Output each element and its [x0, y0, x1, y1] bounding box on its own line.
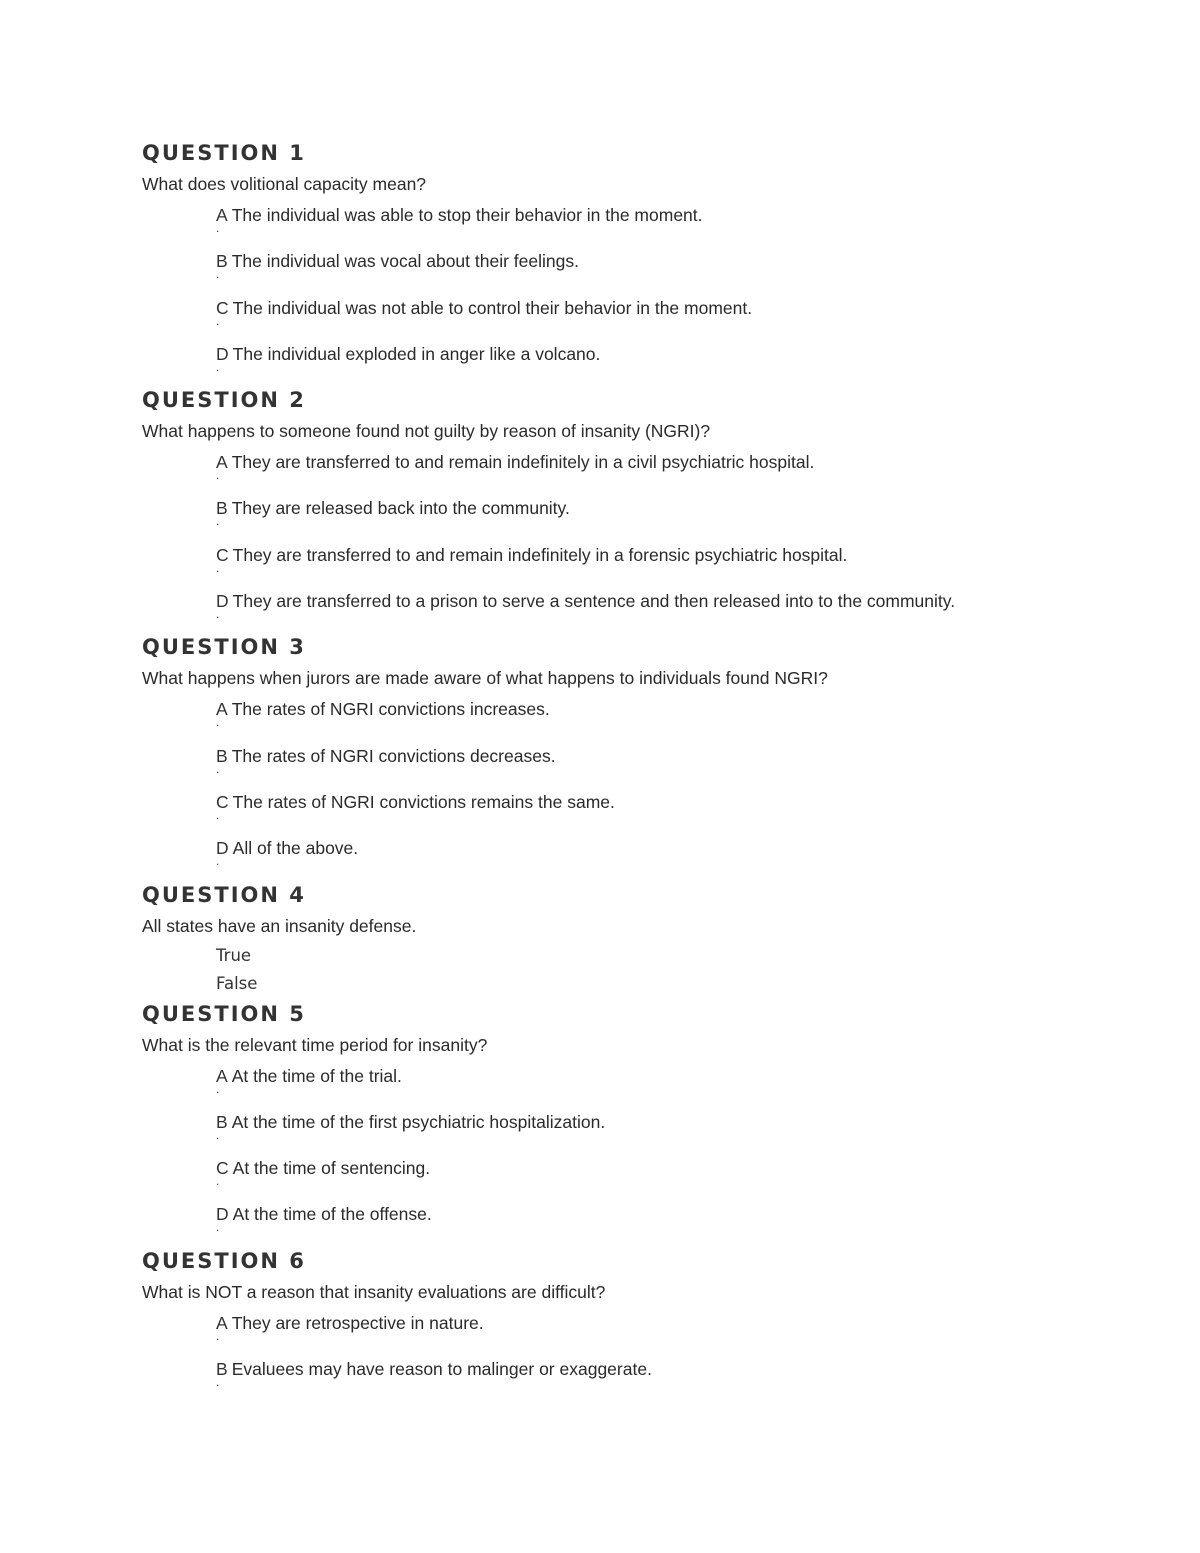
answer-option-false[interactable]: False	[216, 974, 258, 994]
answer-option-a[interactable]	[142, 1308, 1142, 1354]
option-dot: .	[216, 1375, 220, 1390]
answer-option-d[interactable]	[142, 833, 1142, 879]
option-letter: B	[216, 1111, 228, 1132]
question-text: All states have an insanity defense.	[142, 915, 417, 936]
option-letter: D	[216, 343, 229, 364]
answer-options	[142, 1061, 1142, 1246]
option-dot: .	[216, 267, 220, 282]
option-text: At the time of the trial.	[231, 1065, 402, 1086]
question-3	[142, 632, 1142, 879]
option-letter: B	[216, 745, 228, 766]
question-text: What happens to someone found not guilty by reason of insanity (NGRI)?	[142, 421, 711, 442]
option-dot: .	[216, 560, 220, 575]
question-5	[142, 999, 1142, 1246]
answer-options	[142, 200, 1142, 385]
option-text: At the time of sentencing.	[232, 1158, 431, 1179]
answer-options	[142, 694, 1142, 879]
question-6	[142, 1246, 1142, 1401]
question-1	[142, 138, 1142, 385]
option-text: All of the above.	[232, 838, 359, 859]
option-text: The individual exploded in anger like a volcano.	[232, 343, 601, 364]
answer-option-c[interactable]	[142, 1153, 1142, 1199]
answer-option-d[interactable]	[142, 339, 1142, 385]
option-text: The individual was vocal about their feelings.	[231, 251, 579, 272]
option-text: They are transferred to a prison to serve a sentence and then released into to the community.	[232, 591, 956, 612]
option-letter: B	[216, 1359, 228, 1380]
option-dot: .	[216, 1127, 220, 1142]
quiz-document	[142, 138, 1142, 1400]
option-text: They are released back into the community.	[231, 498, 570, 519]
option-dot: .	[216, 1220, 220, 1235]
answer-option-b[interactable]	[142, 1107, 1142, 1153]
option-text: They are retrospective in nature.	[231, 1312, 484, 1333]
question-heading: QUESTION 4	[142, 882, 306, 907]
option-letter: C	[216, 297, 229, 318]
answer-option-d[interactable]	[142, 1199, 1142, 1245]
answer-option-a[interactable]	[142, 200, 1142, 246]
question-text: What does volitional capacity mean?	[142, 174, 427, 194]
question-text: What happens when jurors are made aware of what happens to individuals found NGRI?	[142, 668, 828, 689]
option-letter: B	[216, 251, 228, 272]
question-text: What is NOT a reason that insanity evaluations are difficult?	[142, 1281, 606, 1302]
option-text: The individual was able to stop their behavior in the moment.	[231, 205, 703, 225]
option-letter: C	[216, 791, 229, 812]
option-letter: A	[216, 205, 228, 225]
option-text: The rates of NGRI convictions remains the same.	[232, 791, 615, 812]
option-dot: .	[216, 514, 220, 529]
option-letter: C	[216, 544, 229, 565]
option-dot: .	[216, 807, 220, 822]
option-letter: A	[216, 452, 228, 473]
question-heading: QUESTION 6	[142, 1248, 306, 1273]
answer-option-c[interactable]	[142, 540, 1142, 586]
option-dot: .	[216, 715, 220, 730]
answer-option-b[interactable]	[142, 1354, 1142, 1400]
option-dot: .	[216, 313, 220, 328]
option-letter: A	[216, 699, 228, 720]
option-text: The rates of NGRI convictions decreases.	[231, 745, 556, 766]
question-heading: QUESTION 5	[142, 1001, 306, 1026]
option-letter: D	[216, 591, 229, 612]
answer-option-b[interactable]	[142, 493, 1142, 539]
option-letter: C	[216, 1158, 229, 1179]
option-letter: D	[216, 1204, 229, 1225]
option-text: Evaluees may have reason to malinger or exaggerate.	[231, 1359, 652, 1380]
option-dot: .	[216, 1081, 220, 1096]
answer-option-b[interactable]	[142, 741, 1142, 787]
question-2	[142, 385, 1142, 632]
option-dot: .	[216, 359, 220, 374]
option-text: The individual was not able to control their behavior in the moment.	[232, 297, 753, 318]
option-letter: A	[216, 1312, 228, 1333]
answer-options	[142, 447, 1142, 632]
question-heading: QUESTION 2	[142, 388, 306, 413]
option-letter: D	[216, 838, 229, 859]
option-dot: .	[216, 854, 220, 869]
option-dot: .	[216, 761, 220, 776]
answer-option-d[interactable]	[142, 586, 1142, 632]
option-text: At the time of the offense.	[232, 1204, 432, 1225]
answer-option-b[interactable]	[142, 246, 1142, 292]
option-text: At the time of the first psychiatric hospitalization.	[231, 1111, 606, 1132]
question-text: What is the relevant time period for insanity?	[142, 1034, 488, 1055]
option-dot: .	[216, 1174, 220, 1189]
answer-option-a[interactable]	[142, 694, 1142, 740]
option-dot: .	[216, 607, 220, 622]
answer-option-c[interactable]	[142, 293, 1142, 339]
option-text: They are transferred to and remain indefinitely in a civil psychiatric hospital.	[231, 452, 815, 473]
option-text: They are transferred to and remain indefinitely in a forensic psychiatric hospital.	[232, 544, 848, 565]
question-4	[142, 880, 1142, 999]
option-text: The rates of NGRI convictions increases.	[231, 699, 550, 720]
option-letter: A	[216, 1065, 228, 1086]
option-letter: B	[216, 498, 228, 519]
option-dot: .	[216, 1328, 220, 1343]
option-dot: .	[216, 221, 220, 235]
question-heading: QUESTION 3	[142, 635, 306, 660]
answer-option-c[interactable]	[142, 787, 1142, 833]
question-heading: QUESTION 1	[142, 141, 306, 165]
option-dot: .	[216, 468, 220, 483]
answer-option-a[interactable]	[142, 1061, 1142, 1107]
answer-option-a[interactable]	[142, 447, 1142, 493]
answer-options	[142, 1308, 1142, 1401]
answer-option-true[interactable]: True	[216, 945, 252, 965]
